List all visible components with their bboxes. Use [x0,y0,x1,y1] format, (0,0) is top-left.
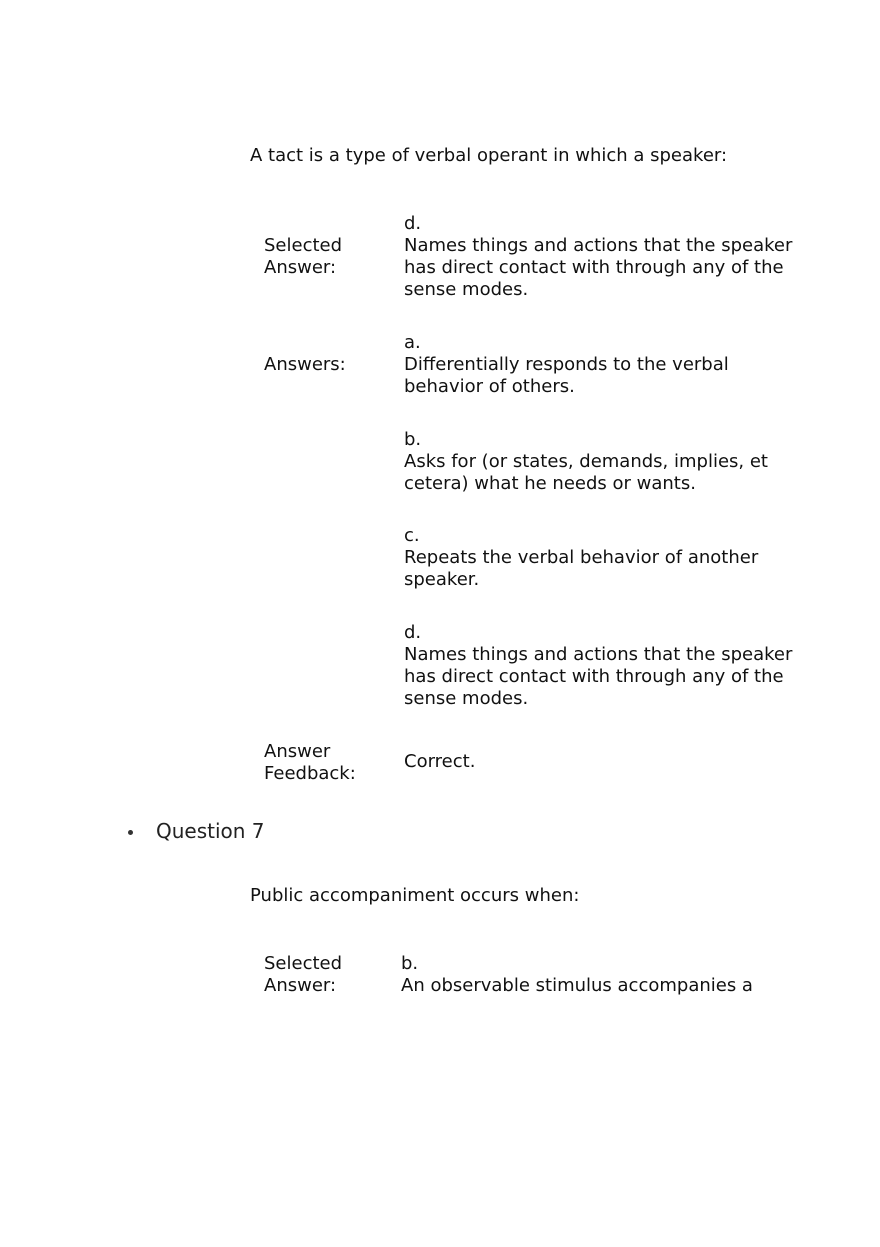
answer-option-b [404,429,804,495]
option-letter: d. [404,213,422,234]
feedback-text: Correct. [404,751,476,772]
option-letter: c. [404,525,420,546]
selected-answer [401,953,801,997]
option-letter: a. [404,332,421,353]
option-text: An observable stimulus accompanies a [401,975,753,996]
selected-answer-label: Selected Answer: [264,953,343,996]
bullet-icon [128,830,133,835]
question-title: Question 7 [156,819,265,843]
answer-option-d [404,622,804,710]
feedback-label: Answer Feedback: [264,741,356,784]
option-text: Repeats the verbal behavior of another speaker. [404,547,759,590]
answer-option-a [404,332,804,398]
selected-answer-label: Selected Answer: [264,235,343,278]
option-text: Differentially responds to the verbal behavior of others. [404,354,729,397]
option-text: Names things and actions that the speaker has direct contact with through any of the sense modes. [404,235,793,300]
option-letter: b. [401,953,419,974]
option-letter: d. [404,622,422,643]
question-prompt: Public accompaniment occurs when: [250,885,580,906]
option-text: Names things and actions that the speaker has direct contact with through any of the sense modes. [404,644,793,709]
question-prompt: A tact is a type of verbal operant in which a speaker: [250,145,728,166]
selected-answer [404,213,804,301]
answer-option-c [404,525,804,591]
option-letter: b. [404,429,422,450]
answers-label: Answers: [264,354,346,375]
option-text: Asks for (or states, demands, implies, et cetera) what he needs or wants. [404,451,768,494]
